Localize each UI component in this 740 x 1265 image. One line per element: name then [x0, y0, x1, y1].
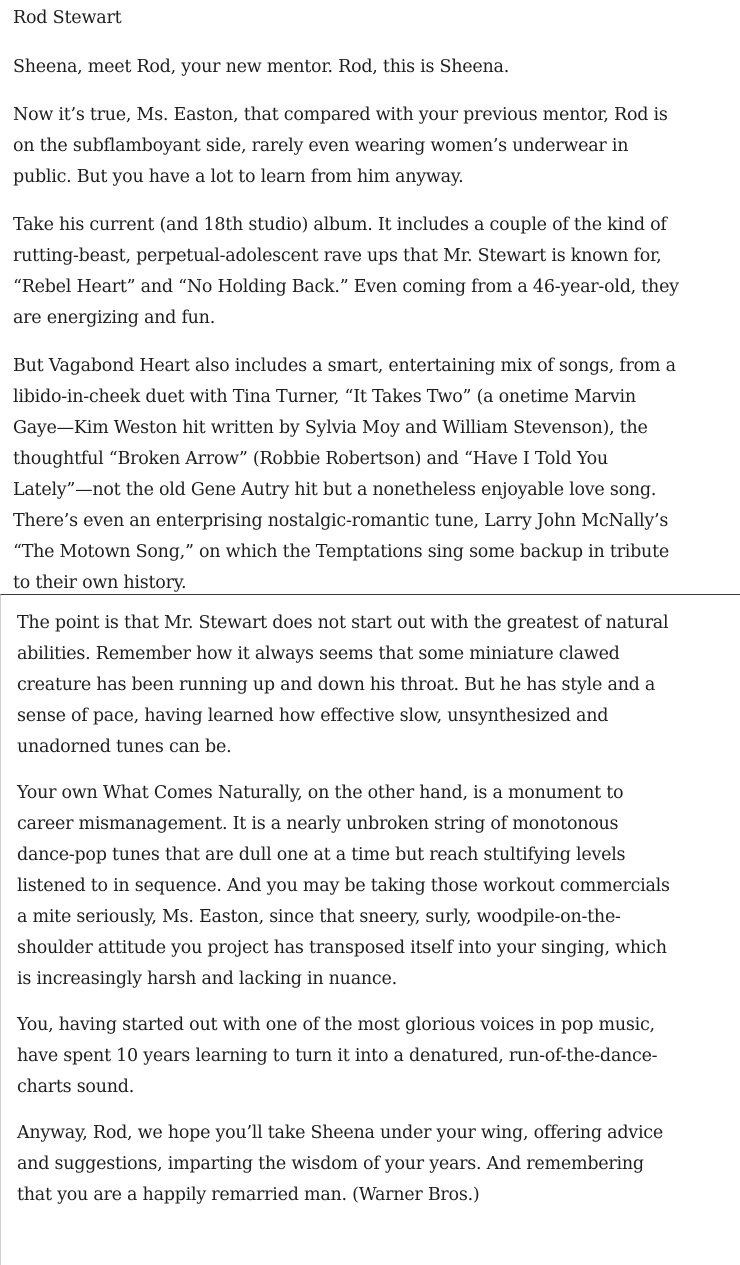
paragraph: [13, 52, 740, 83]
article-top-pane: [0, 0, 740, 593]
text-line: shoulder attitude you project has transposed itself into your singing, which: [17, 938, 667, 958]
text-line: The point is that Mr. Stewart does not start out with the greatest of natural: [17, 613, 669, 633]
text-line: dance-pop tunes that are dull one at a time but reach stultifying levels: [17, 845, 626, 865]
text-line: You, having started out with one of the most glorious voices in pop music,: [17, 1015, 655, 1035]
text-line: are energizing and fun.: [13, 308, 216, 328]
text-line: charts sound.: [17, 1077, 135, 1097]
text-line: creature has been running up and down his throat. But he has style and a: [17, 675, 656, 695]
article-bottom-body: [17, 608, 740, 1211]
text-line: rutting-beast, perpetual-adolescent rave ups that Mr. Stewart is known for,: [13, 246, 662, 266]
paragraph: [17, 608, 740, 763]
article-headline: Rod Stewart: [13, 8, 122, 28]
paragraph: [13, 210, 740, 334]
text-line: There’s even an enterprising nostalgic-romantic tune, Larry John McNally’s: [13, 511, 669, 531]
paragraph: [13, 100, 740, 193]
text-line: a mite seriously, Ms. Easton, since that sneery, surly, woodpile-on-the-: [17, 907, 621, 927]
text-line: abilities. Remember how it always seems that some miniature clawed: [17, 644, 620, 664]
text-line: Now it’s true, Ms. Easton, that compared with your previous mentor, Rod is: [13, 105, 668, 125]
text-line: sense of pace, having learned how effective slow, unsynthesized and: [17, 706, 609, 726]
text-line: thoughtful “Broken Arrow” (Robbie Robertson) and “Have I Told You: [13, 449, 608, 469]
article-top-body: [13, 52, 740, 593]
text-line: libido-in-cheek duet with Tina Turner, “It Takes Two” (a onetime Marvin: [13, 387, 636, 407]
text-line: Take his current (and 18th studio) album. It includes a couple of the kind of: [13, 215, 667, 235]
text-line: Your own What Comes Naturally, on the other hand, is a monument to: [17, 783, 624, 803]
text-line: unadorned tunes can be.: [17, 737, 232, 757]
paragraph: [17, 1118, 740, 1211]
text-line: listened to in sequence. And you may be taking those workout commercials: [17, 876, 670, 896]
paragraph: [17, 778, 740, 995]
text-line: have spent 10 years learning to turn it into a denatured, run-of-the-dance-: [17, 1046, 658, 1066]
text-line: and suggestions, imparting the wisdom of your years. And remembering: [17, 1154, 644, 1174]
text-line: Gaye—Kim Weston hit written by Sylvia Moy and William Stevenson), the: [13, 418, 648, 438]
text-line: to their own history.: [13, 573, 187, 593]
text-line: Anyway, Rod, we hope you’ll take Sheena under your wing, offering advice: [17, 1123, 663, 1143]
text-line: career mismanagement. It is a nearly unbroken string of monotonous: [17, 814, 619, 834]
article-bottom-pane: [0, 594, 740, 1265]
text-line: Lately”—not the old Gene Autry hit but a nonetheless enjoyable love song.: [13, 480, 657, 500]
text-line: “The Motown Song,” on which the Temptations sing some backup in tribute: [13, 542, 669, 562]
text-line: public. But you have a lot to learn from him anyway.: [13, 167, 464, 187]
text-line: is increasingly harsh and lacking in nuance.: [17, 969, 397, 989]
text-line: that you are a happily remarried man. (Warner Bros.): [17, 1185, 480, 1205]
paragraph: [13, 351, 740, 593]
text-line: Sheena, meet Rod, your new mentor. Rod, this is Sheena.: [13, 57, 510, 77]
text-line: But Vagabond Heart also includes a smart, entertaining mix of songs, from a: [13, 356, 676, 376]
text-line: on the subflamboyant side, rarely even wearing women’s underwear in: [13, 136, 629, 156]
paragraph: [17, 1010, 740, 1103]
text-line: “Rebel Heart” and “No Holding Back.” Even coming from a 46-year-old, they: [13, 277, 679, 297]
